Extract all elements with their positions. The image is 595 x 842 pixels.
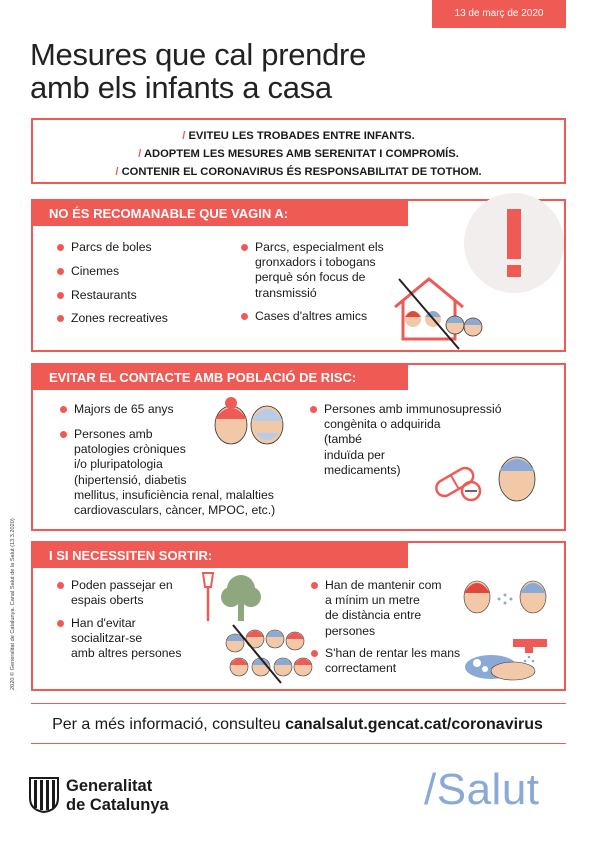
list-item: Persones amb immunosupressió congènita o adquirida (també induïda per medicaments)	[324, 402, 524, 478]
list-item: Cases d'altres amics	[255, 309, 367, 324]
footer-info	[0, 716, 595, 734]
list-item: Parcs de boles	[71, 240, 152, 255]
generalitat-logo-text: Generalitat de Catalunya	[66, 777, 169, 814]
bullet-dot	[241, 244, 248, 251]
bullet-dot	[60, 406, 67, 413]
bullet-dot	[57, 244, 64, 251]
bullet-dot	[57, 315, 64, 322]
intro-text: ADOPTEM LES MESURES AMB SERENITAT I COMPROMÍS.	[143, 148, 459, 160]
intro-box	[31, 118, 566, 184]
list-item: Parcs, especialment els gronxadors i tobogans perquè són focus de transmissió	[255, 240, 405, 301]
list-item: Cinemes	[71, 264, 119, 279]
bullet-dot	[241, 313, 248, 320]
bullet-dot	[57, 292, 64, 299]
divider	[31, 703, 566, 704]
side-credit: 2020 © Generalitat de Catalunya. Canal Salut de la Salut (13.3.2020)	[10, 518, 16, 690]
intro-line	[33, 127, 564, 145]
warning-icon	[462, 191, 566, 295]
section-header: NO ÉS RECOMANABLE QUE VAGIN A:	[33, 201, 408, 226]
handwashing-icon	[453, 633, 553, 683]
slash-mark: /	[115, 166, 119, 178]
bullet-dot	[57, 268, 64, 275]
section-header: EVITAR EL CONTACTE AMB POBLACIÓ DE RISC:	[33, 365, 408, 390]
divider	[31, 743, 566, 744]
bullet-dot	[57, 582, 64, 589]
list-item: Restaurants	[71, 288, 137, 303]
bullet-dot	[60, 431, 67, 438]
salut-brand: /Salut	[424, 765, 540, 814]
intro-line	[33, 145, 564, 163]
page-title	[30, 38, 366, 104]
elderly-people-icon	[209, 395, 289, 455]
section-header: I SI NECESSITEN SORTIR:	[33, 543, 408, 568]
bullet-dot	[57, 620, 64, 627]
list-item: S'han de rentar les mans correctament	[325, 646, 460, 676]
title-line: Mesures que cal prendre	[30, 37, 367, 72]
footer-text: Per a més informació, consulteu	[52, 716, 286, 733]
list-item: Han d'evitar socialitzar-se amb altres persones	[71, 616, 181, 662]
list-item: Majors de 65 anys	[74, 402, 174, 417]
footer-link[interactable]: canalsalut.gencat.cat/coronavirus	[285, 716, 543, 733]
generalitat-logo-icon	[28, 776, 60, 814]
date-badge: 13 de març de 2020	[432, 0, 566, 28]
title-line: amb els infants a casa	[30, 70, 332, 105]
section-not-recommended	[31, 199, 566, 352]
park-icon	[195, 569, 265, 629]
intro-text: CONTENIR EL CORONAVIRUS ÉS RESPONSABILITAT DE TOTHOM.	[121, 166, 482, 178]
section-going-out	[31, 541, 566, 691]
list-item: Han de mantenir com a mínim un metre de distància entre persones	[325, 578, 442, 639]
list-item: Persones amb patologies cròniques i/o pluripatologia (hipertensió, diabetis mellitus, insuficiència renal, malalties cardiovasculars, càncer, MPOC, etc.)	[74, 427, 275, 518]
bullet-dot	[311, 582, 318, 589]
intro-line	[33, 163, 564, 181]
list-item: Poden passejar en espais oberts	[71, 578, 173, 608]
crowd-icon	[219, 623, 315, 685]
list-item: Zones recreatives	[71, 311, 168, 326]
distance-icon	[461, 573, 551, 621]
bullet-dot	[310, 406, 317, 413]
slash-mark: /	[182, 130, 186, 142]
medication-icon	[429, 449, 549, 509]
section-risk-population	[31, 363, 566, 531]
slash-mark: /	[138, 148, 142, 160]
intro-text: EVITEU LES TROBADES ENTRE INFANTS.	[188, 130, 415, 142]
